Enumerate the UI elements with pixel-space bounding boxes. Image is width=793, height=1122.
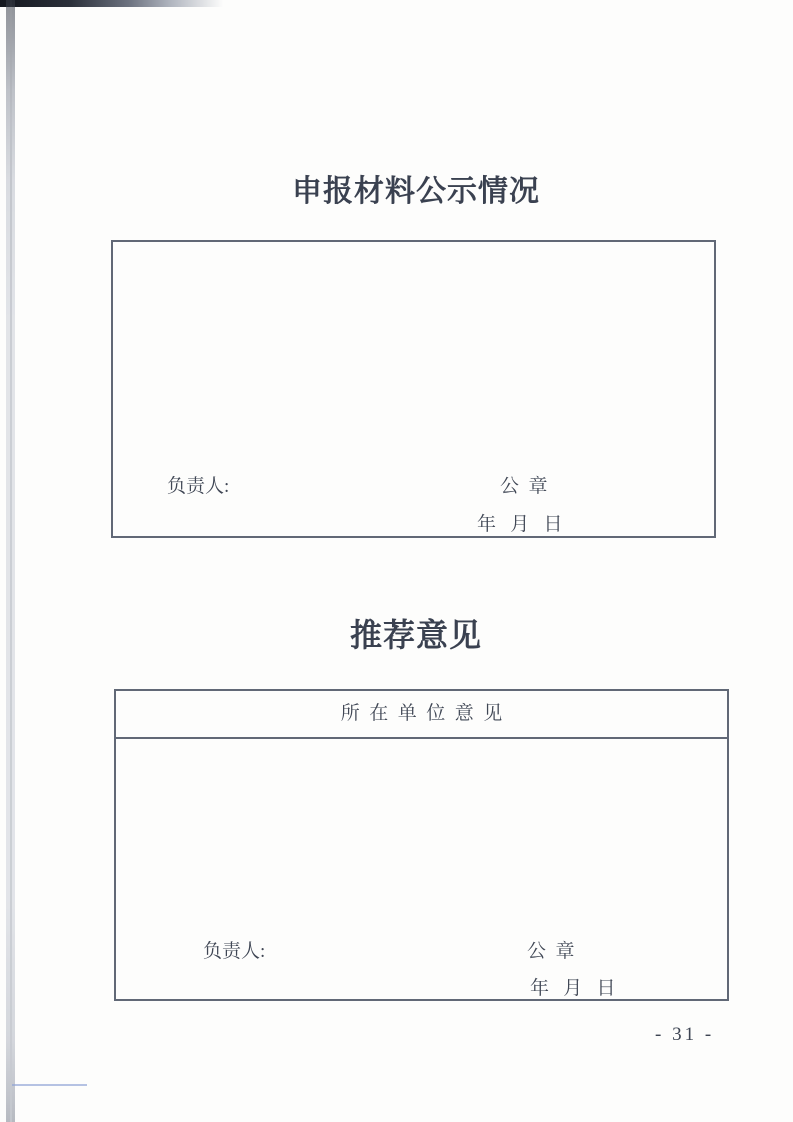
publicity-box bbox=[111, 240, 716, 538]
scan-bottom-left-line-artifact bbox=[12, 1084, 87, 1086]
scan-left-edge-artifact bbox=[6, 0, 15, 1122]
seal-label: 公 章 bbox=[500, 476, 548, 497]
seal-label: 公 章 bbox=[527, 941, 575, 962]
page-number: - 31 - bbox=[655, 1024, 715, 1045]
date-label: 年 月 日 bbox=[530, 978, 616, 999]
leader-label: 负责人: bbox=[167, 476, 230, 497]
unit-opinion-header: 所 在 单 位 意 见 bbox=[116, 691, 727, 739]
recommendation-box bbox=[114, 689, 729, 1001]
recommendation-section-title: 推荐意见 bbox=[349, 617, 482, 653]
publicity-section-title: 申报材料公示情况 bbox=[292, 175, 540, 208]
scan-top-edge-artifact bbox=[0, 0, 235, 7]
date-label: 年 月 日 bbox=[477, 514, 563, 535]
leader-label: 负责人: bbox=[203, 941, 266, 962]
